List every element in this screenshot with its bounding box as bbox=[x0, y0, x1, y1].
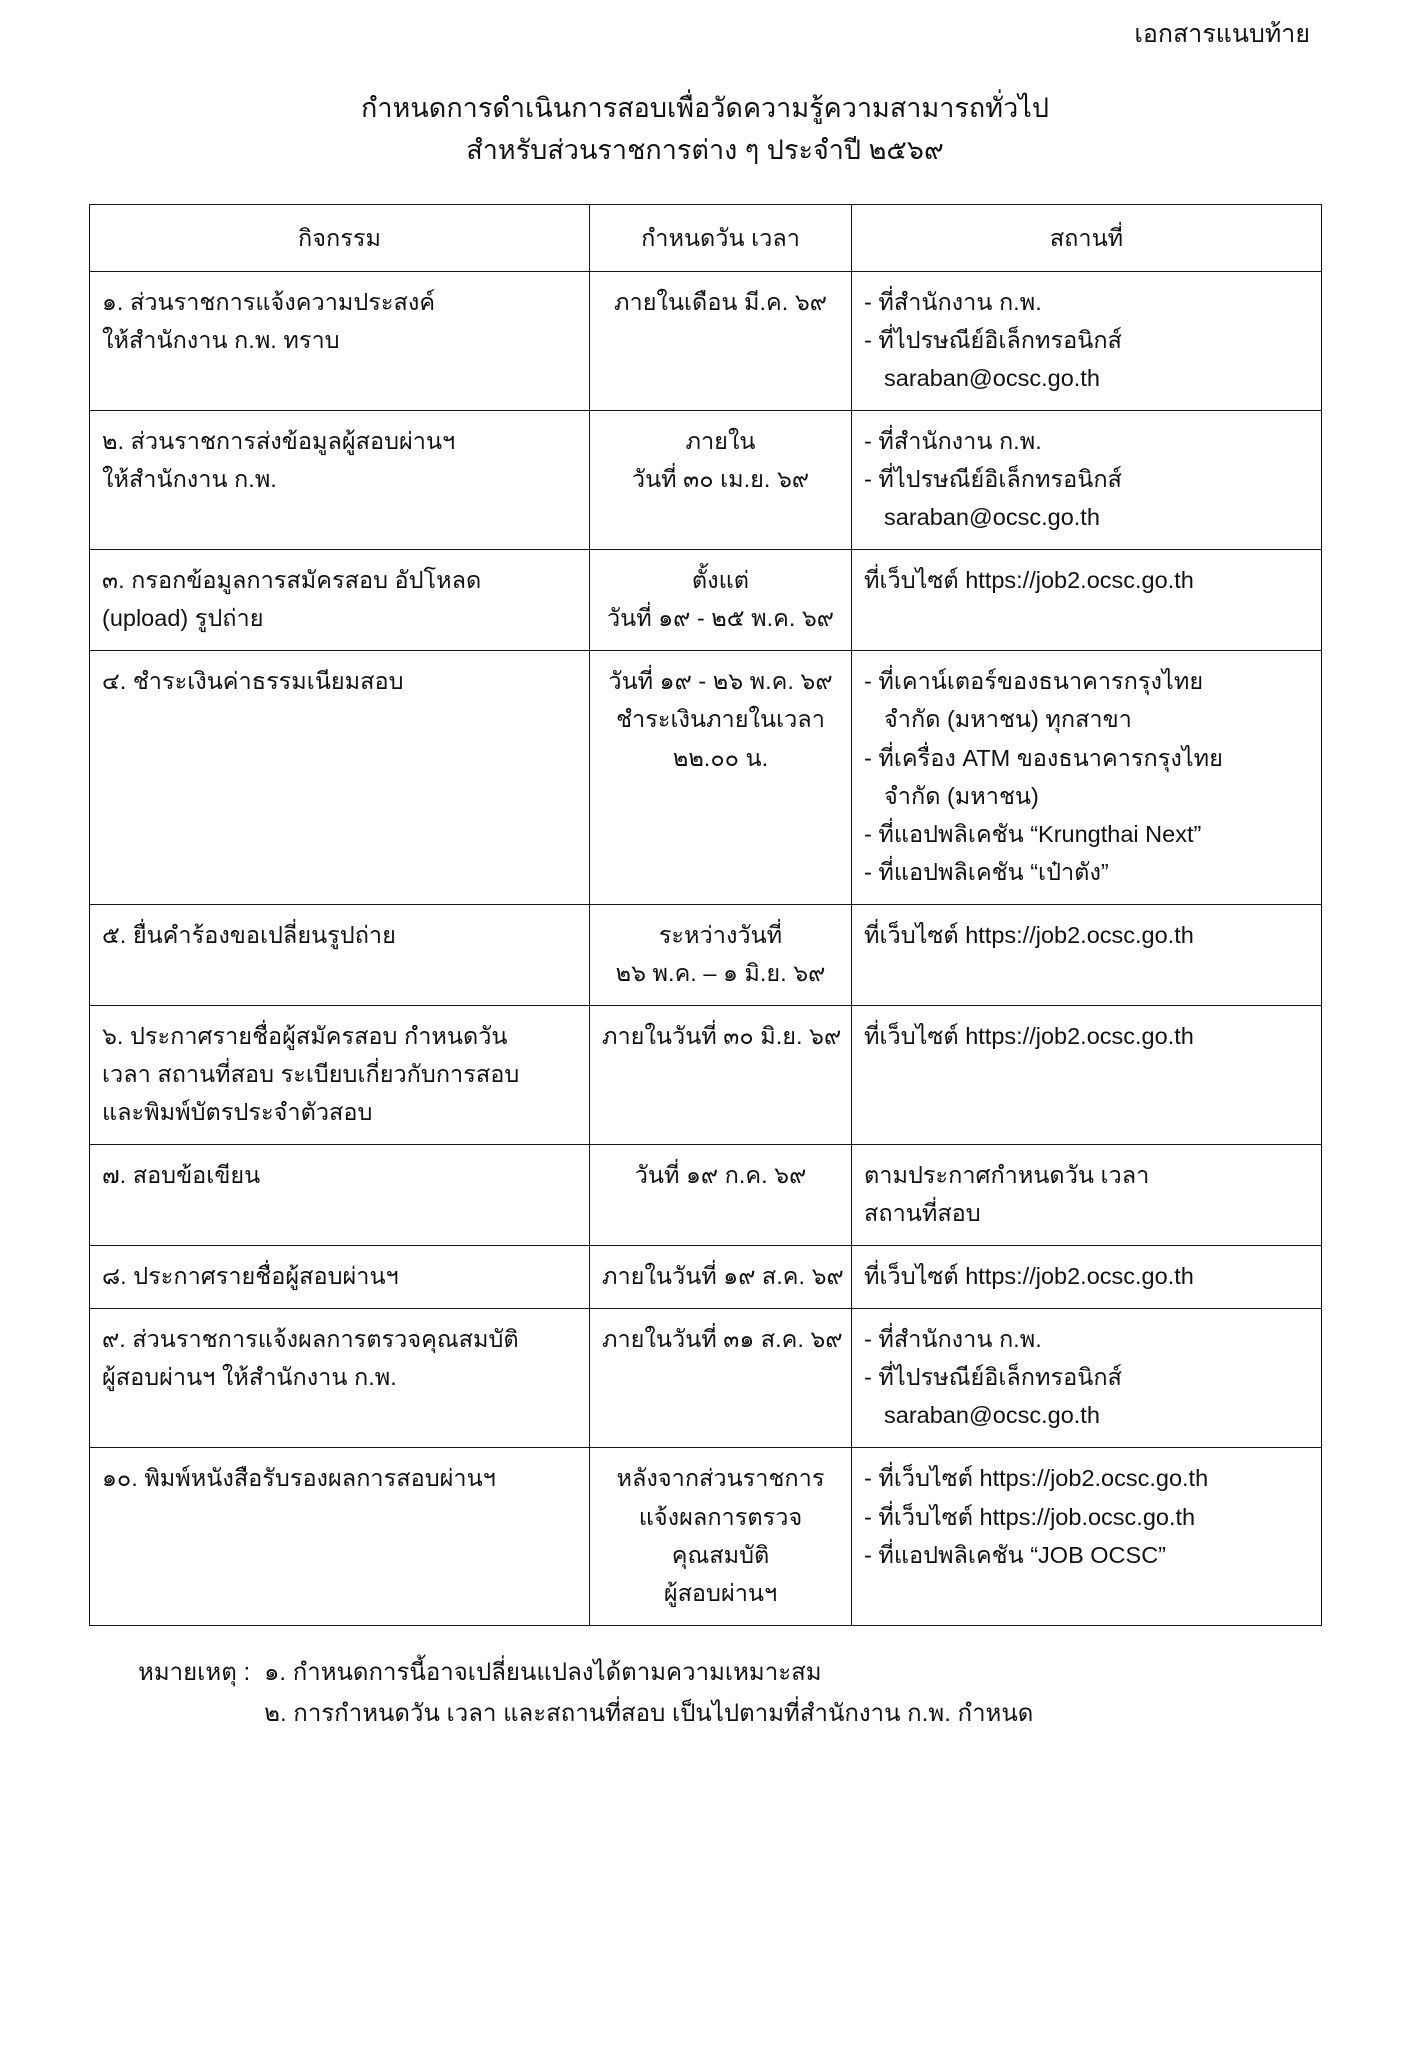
cell-date bbox=[590, 1005, 852, 1144]
date-line: วันที่ ๑๙ - ๒๖ พ.ค. ๖๙ bbox=[608, 668, 833, 695]
activity-line: ๑๐. พิมพ์หนังสือรับรองผลการสอบผ่านฯ bbox=[102, 1465, 496, 1492]
date-line: ภายในวันที่ ๓๐ มิ.ย. ๖๙ bbox=[602, 1022, 842, 1049]
cell-place bbox=[852, 651, 1322, 904]
date-line: ผู้สอบผ่านฯ bbox=[663, 1579, 778, 1606]
note-item-2: ๒. การกำหนดวัน เวลา และสถานที่สอบ เป็นไปตามที่สำนักงาน ก.พ. กำหนด bbox=[264, 1699, 1034, 1727]
date-line: ระหว่างวันที่ bbox=[658, 921, 783, 948]
table-body bbox=[90, 271, 1322, 1625]
date-line: ภายในวันที่ ๓๑ ส.ค. ๖๙ bbox=[602, 1326, 843, 1353]
place-line: saraban@ocsc.go.th bbox=[884, 504, 1100, 531]
place-line: ที่เว็บไซต์ https://job2.ocsc.go.th bbox=[864, 1022, 1194, 1049]
date-line: ภายในวันที่ ๑๙ ส.ค. ๖๙ bbox=[602, 1263, 844, 1290]
place-line: - ที่ไปรษณีย์อิเล็กทรอนิกส์ bbox=[864, 1364, 1122, 1391]
place-line: - ที่ไปรษณีย์อิเล็กทรอนิกส์ bbox=[864, 326, 1122, 353]
place-line: จำกัด (มหาชน) ทุกสาขา bbox=[884, 706, 1132, 733]
activity-line: (upload) รูปถ่าย bbox=[102, 605, 264, 632]
activity-line: เวลา สถานที่สอบ ระเบียบเกี่ยวกับการสอบ bbox=[102, 1060, 520, 1087]
date-line: ๒๖ พ.ค. – ๑ มิ.ย. ๖๙ bbox=[615, 959, 826, 986]
cell-date bbox=[590, 1145, 852, 1246]
cell-activity bbox=[90, 651, 590, 904]
table-row bbox=[90, 411, 1322, 550]
cell-date bbox=[590, 271, 852, 410]
place-line: - ที่เครื่อง ATM ของธนาคารกรุงไทย bbox=[864, 744, 1223, 771]
cell-place bbox=[852, 904, 1322, 1005]
footer-notes bbox=[0, 1652, 1410, 1735]
page-title-line-1: กำหนดการดำเนินการสอบเพื่อวัดความรู้ความสามารถทั่วไป bbox=[361, 92, 1049, 123]
notes-item-list-2 bbox=[264, 1693, 1033, 1734]
activity-line: ๔. ชำระเงินค่าธรรมเนียมสอบ bbox=[102, 668, 404, 695]
cell-date bbox=[590, 1448, 852, 1625]
place-line: saraban@ocsc.go.th bbox=[884, 365, 1100, 391]
notes-row-first bbox=[138, 1652, 1410, 1693]
cell-activity bbox=[90, 904, 590, 1005]
cell-place bbox=[852, 1005, 1322, 1144]
table-row bbox=[90, 550, 1322, 651]
place-line: - ที่เว็บไซต์ https://job2.ocsc.go.th bbox=[864, 1465, 1209, 1492]
place-line: ที่เว็บไซต์ https://job2.ocsc.go.th bbox=[864, 921, 1194, 948]
place-line: สถานที่สอบ bbox=[864, 1200, 981, 1227]
cell-place bbox=[852, 271, 1322, 410]
activity-line: ๕. ยื่นคำร้องขอเปลี่ยนรูปถ่าย bbox=[102, 921, 396, 948]
activity-line: ๗. สอบข้อเขียน bbox=[102, 1162, 261, 1189]
cell-date bbox=[590, 1246, 852, 1309]
place-line: - ที่ไปรษณีย์อิเล็กทรอนิกส์ bbox=[864, 466, 1122, 493]
place-line: - ที่แอปพลิเคชัน “Krungthai Next” bbox=[864, 820, 1202, 847]
place-line: - ที่เคาน์เตอร์ของธนาคารกรุงไทย bbox=[864, 668, 1204, 695]
activity-line: ให้สำนักงาน ก.พ. bbox=[102, 466, 277, 493]
note-item-1: ๑. กำหนดการนี้อาจเปลี่ยนแปลงได้ตามความเหมาะสม bbox=[264, 1658, 822, 1686]
attachment-label: เอกสารแนบท้าย bbox=[1134, 20, 1310, 48]
cell-place bbox=[852, 1448, 1322, 1625]
activity-line: ๒. ส่วนราชการส่งข้อมูลผู้สอบผ่านฯ bbox=[102, 428, 456, 455]
column-header-place: สถานที่ bbox=[852, 204, 1322, 271]
cell-activity bbox=[90, 1005, 590, 1144]
notes-row-second bbox=[138, 1693, 1410, 1734]
date-line: ตั้งแต่ bbox=[691, 567, 750, 594]
place-line: saraban@ocsc.go.th bbox=[884, 1402, 1100, 1429]
cell-activity bbox=[90, 1145, 590, 1246]
date-line: ชำระเงินภายในเวลา bbox=[616, 706, 825, 733]
activity-line: ๑. ส่วนราชการแจ้งความประสงค์ bbox=[102, 288, 436, 315]
place-line: - ที่สำนักงาน ก.พ. bbox=[864, 428, 1042, 455]
cell-place bbox=[852, 550, 1322, 651]
cell-date bbox=[590, 1309, 852, 1448]
notes-item-list-1 bbox=[264, 1652, 821, 1693]
cell-activity bbox=[90, 1309, 590, 1448]
cell-place bbox=[852, 1246, 1322, 1309]
place-line: - ที่แอปพลิเคชัน “JOB OCSC” bbox=[864, 1541, 1166, 1568]
table-row bbox=[90, 1309, 1322, 1448]
date-line: วันที่ ๑๙ ก.ค. ๖๙ bbox=[634, 1162, 807, 1189]
table-row bbox=[90, 1145, 1322, 1246]
table-row bbox=[90, 1005, 1322, 1144]
date-line: วันที่ ๓๐ เม.ย. ๖๙ bbox=[631, 466, 810, 493]
cell-activity bbox=[90, 550, 590, 651]
cell-date bbox=[590, 550, 852, 651]
table-row bbox=[90, 1246, 1322, 1309]
date-line: วันที่ ๑๙ - ๒๕ พ.ค. ๖๙ bbox=[606, 605, 835, 632]
activity-line: และพิมพ์บัตรประจำตัวสอบ bbox=[102, 1099, 373, 1125]
date-line: ภายในเดือน มี.ค. ๖๙ bbox=[614, 288, 827, 315]
cell-activity bbox=[90, 271, 590, 410]
schedule-table bbox=[89, 204, 1322, 1626]
table-row bbox=[90, 271, 1322, 410]
table-row bbox=[90, 1448, 1322, 1625]
schedule-table-wrapper bbox=[89, 204, 1321, 1626]
place-line: - ที่เว็บไซต์ https://job.ocsc.go.th bbox=[864, 1503, 1196, 1530]
cell-activity bbox=[90, 411, 590, 550]
cell-date bbox=[590, 904, 852, 1005]
place-line: ที่เว็บไซต์ https://job2.ocsc.go.th bbox=[864, 567, 1194, 594]
column-header-activity: กิจกรรม bbox=[90, 204, 590, 271]
date-line: ภายใน bbox=[685, 428, 756, 455]
place-line: - ที่แอปพลิเคชัน “เป๋าตัง” bbox=[864, 858, 1109, 885]
activity-line: ๓. กรอกข้อมูลการสมัครสอบ อัปโหลด bbox=[102, 567, 482, 594]
activity-line: ๖. ประกาศรายชื่อผู้สมัครสอบ กำหนดวัน bbox=[102, 1022, 508, 1049]
activity-line: ผู้สอบผ่านฯ ให้สำนักงาน ก.พ. bbox=[102, 1364, 397, 1391]
cell-date bbox=[590, 411, 852, 550]
page-title-line-2: สำหรับส่วนราชการต่าง ๆ ประจำปี ๒๕๖๙ bbox=[466, 135, 944, 166]
place-line: ตามประกาศกำหนดวัน เวลา bbox=[864, 1162, 1150, 1189]
cell-place bbox=[852, 411, 1322, 550]
activity-line: ๙. ส่วนราชการแจ้งผลการตรวจคุณสมบัติ bbox=[102, 1326, 519, 1353]
cell-date bbox=[590, 651, 852, 904]
place-line: จำกัด (มหาชน) bbox=[884, 782, 1039, 809]
notes-label: หมายเหตุ : bbox=[138, 1658, 251, 1686]
place-line: - ที่สำนักงาน ก.พ. bbox=[864, 288, 1042, 315]
cell-place bbox=[852, 1309, 1322, 1448]
table-row bbox=[90, 651, 1322, 904]
date-line: ๒๒.๐๐ น. bbox=[672, 744, 769, 771]
activity-line: ๘. ประกาศรายชื่อผู้สอบผ่านฯ bbox=[102, 1263, 399, 1290]
table-row bbox=[90, 904, 1322, 1005]
date-line: หลังจากส่วนราชการ bbox=[616, 1465, 825, 1492]
table-head bbox=[90, 204, 1322, 271]
date-line: คุณสมบัติ bbox=[671, 1541, 770, 1568]
column-header-date: กำหนดวัน เวลา bbox=[590, 204, 852, 271]
date-line: แจ้งผลการตรวจ bbox=[638, 1503, 803, 1530]
document-title bbox=[0, 87, 1410, 172]
cell-place bbox=[852, 1145, 1322, 1246]
place-line: - ที่สำนักงาน ก.พ. bbox=[864, 1326, 1042, 1353]
activity-line: ให้สำนักงาน ก.พ. ทราบ bbox=[102, 326, 340, 353]
cell-activity bbox=[90, 1448, 590, 1625]
place-line: ที่เว็บไซต์ https://job2.ocsc.go.th bbox=[864, 1263, 1194, 1290]
table-header-row bbox=[90, 204, 1322, 271]
cell-activity bbox=[90, 1246, 590, 1309]
